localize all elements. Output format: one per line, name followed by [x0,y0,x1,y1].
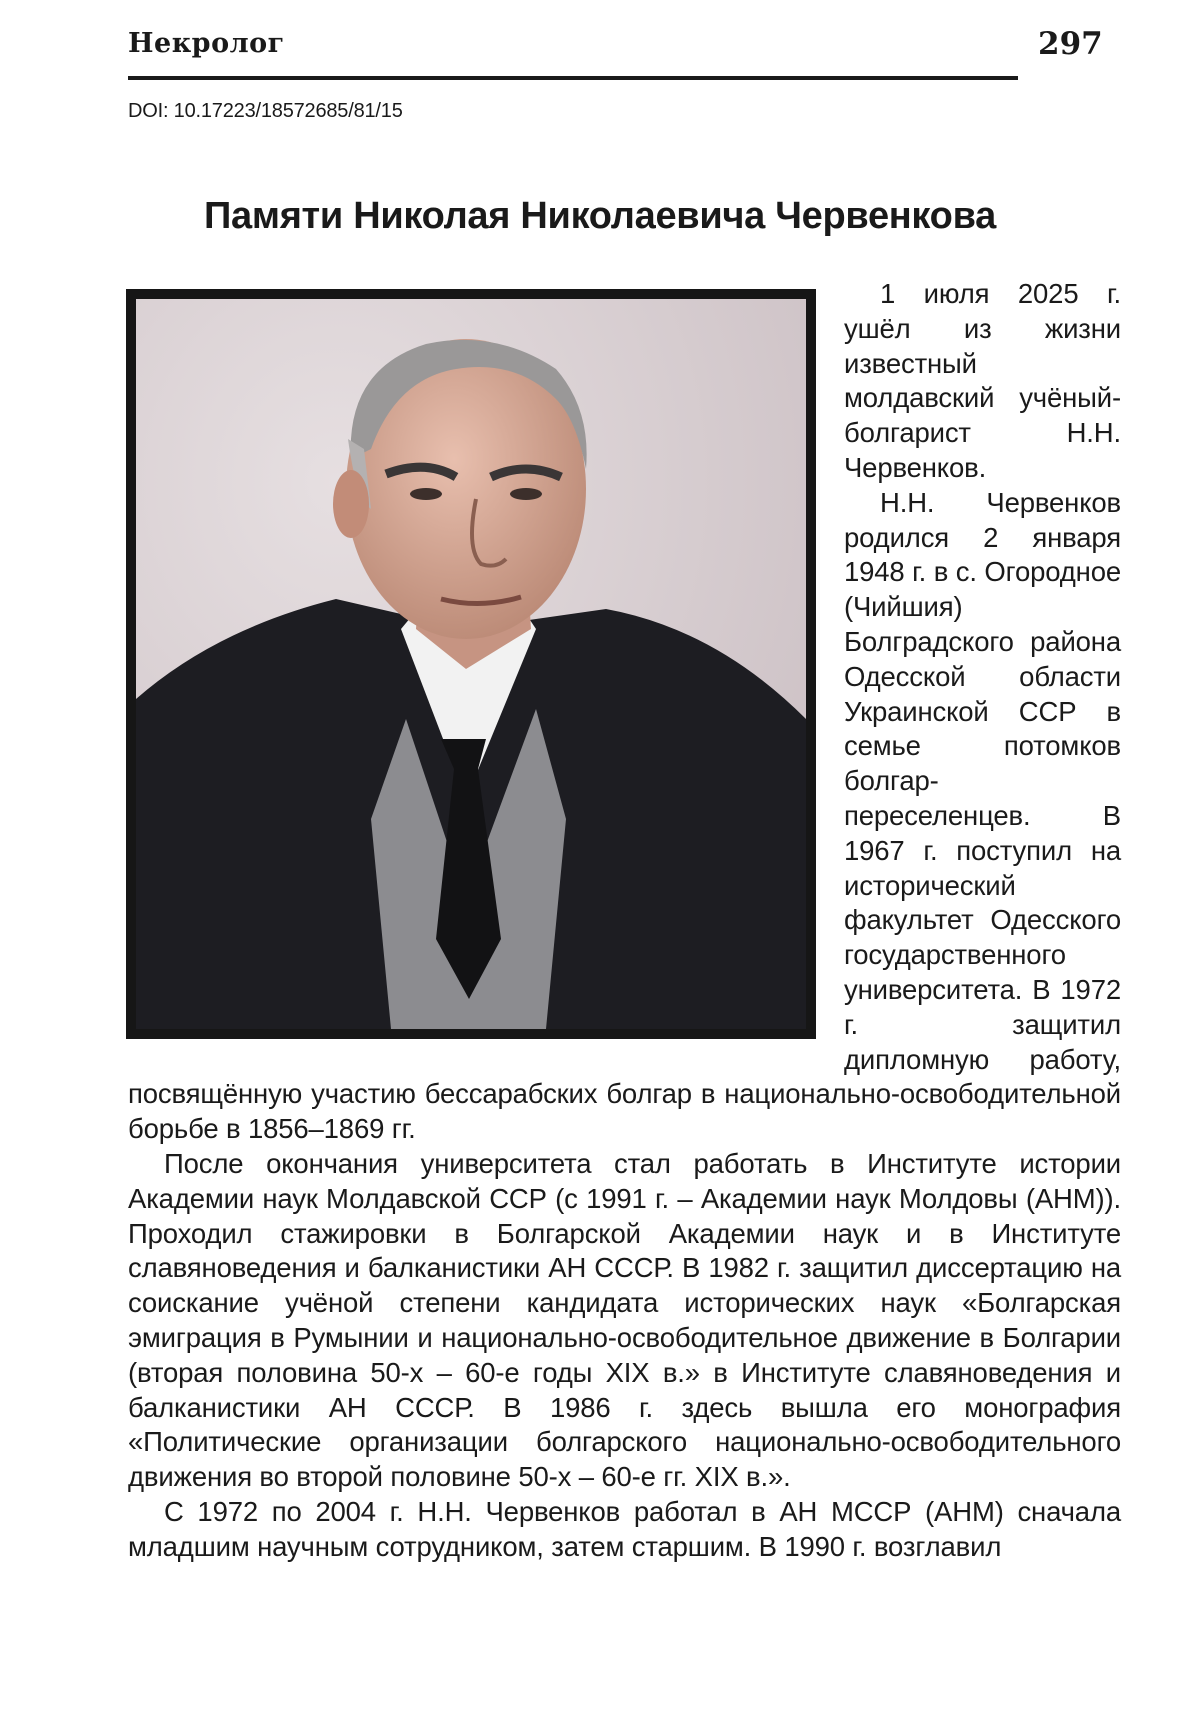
paragraph-1: 1 июля 2025 г. ушёл из жизни известный молдавский учёный-болгарист Н.Н. Червенков. [844,278,1121,483]
header-rule [128,76,1018,80]
article-title: Памяти Николая Николаевича Червенкова [204,195,996,237]
doi-line[interactable]: DOI: 10.17223/18572685/81/15 [128,100,403,122]
photo-text-wrap-spacer [128,277,844,1059]
paragraph-4: С 1972 по 2004 г. Н.Н. Червенков работал в АН МССР (АНМ) сначала младшим научным сотрудником, затем старшим. В 1990 г. возглавил [128,1495,1121,1562]
article-body [128,277,1121,1564]
section-title: Некролог [128,28,285,59]
paragraph-2: Н.Н. Червенков родился 2 января 1948 г. в с. Огородное (Чийшия) Болградского района Одесской области Украинской ССР в семье потомков болгар-переселенцев. В 1967 г. поступил на исторический факультет Одесского государственного университета. В 1972 г. защитил дипломную работу, посвящённую участию бессарабских болгар в национально-освободительной борьбе в 1856–1869 гг. [128,486,1121,1145]
paragraph-3: После окончания университета стал работать в Институте истории Академии наук Молдавской ССР (с 1991 г. – Академии наук Молдовы (АНМ)). Проходил стажировки в Болгарской Академии наук и в Институте славяноведения и балканистики АН СССР. В 1982 г. защитил диссертацию на соискание учёной степени кандидата исторических наук «Болгарская эмиграция в Румынии и национально-освободительное движение в Болгарии (вторая половина 50-х – 60-е годы XIX в.» в Институте славяноведения и балканистики АН СССР. В 1986 г. здесь вышла его монография «Политические организации болгарского национально-освободительного движения во второй половине 50-х – 60-е гг. XIX в.». [128,1147,1121,1493]
page-number: 297 [1038,26,1103,62]
